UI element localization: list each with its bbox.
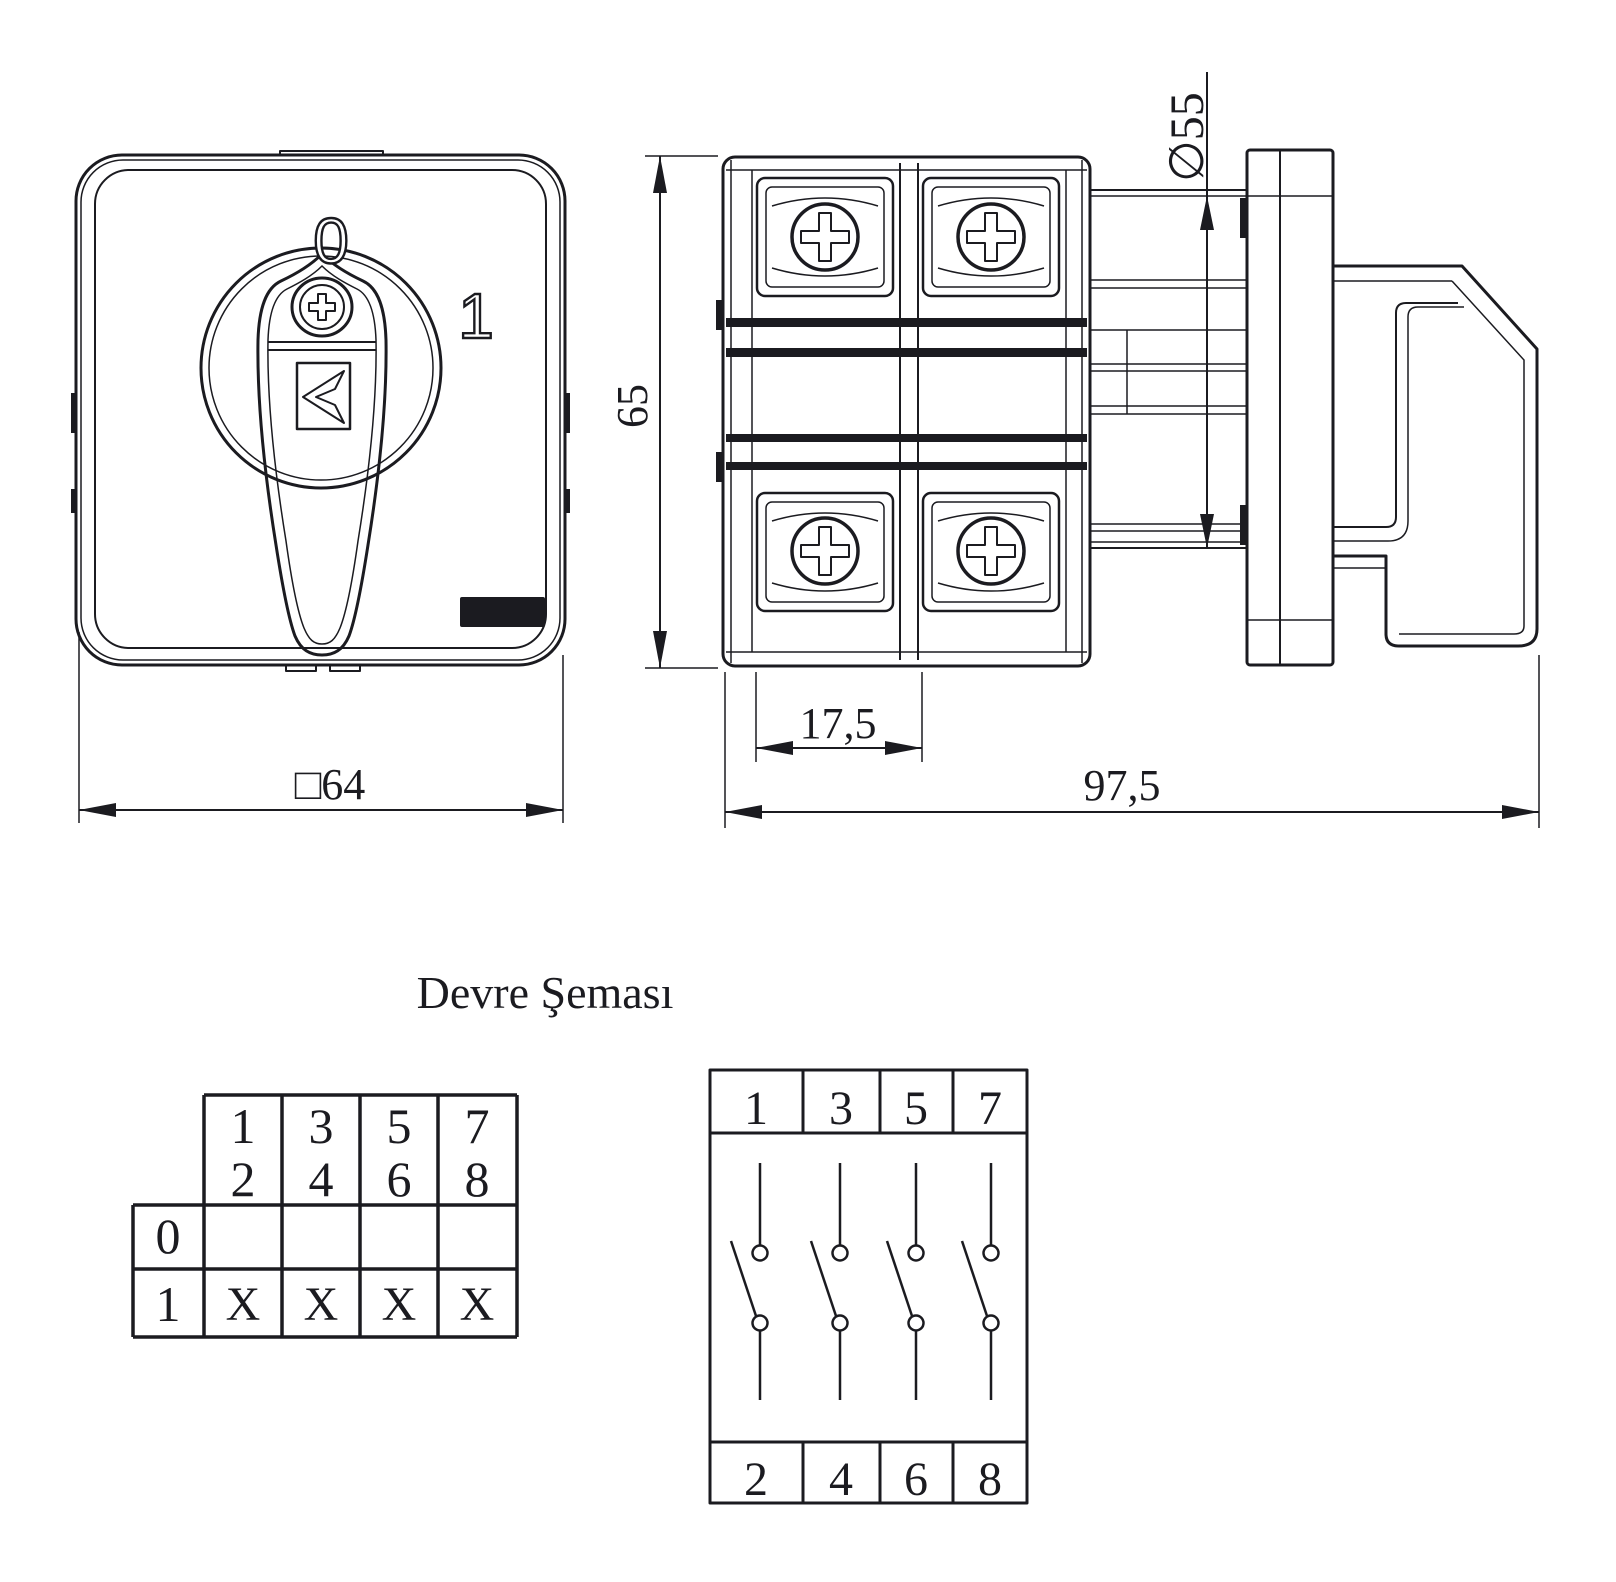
row-position-label: 0	[155, 1208, 181, 1264]
handle-side-view	[1333, 266, 1537, 646]
brand-mark	[460, 597, 545, 627]
truth-mark: X	[459, 1278, 495, 1331]
arrowhead-icon	[526, 803, 563, 817]
truth-table	[133, 1095, 517, 1337]
pitch-dim-label: 17,5	[799, 699, 877, 748]
contact-pair-bottom: 8	[464, 1151, 490, 1207]
arrowhead-icon	[1502, 805, 1539, 819]
contact-pair-top: 3	[308, 1098, 334, 1154]
arrowhead-icon	[1200, 196, 1214, 230]
terminal-label-top: 3	[829, 1082, 853, 1135]
switch-contact-symbol	[811, 1163, 848, 1400]
truth-mark: X	[381, 1278, 417, 1331]
switch-contact-symbol	[962, 1163, 999, 1400]
depth-dim-label: 97,5	[1083, 761, 1161, 810]
phillips-icon	[309, 294, 335, 320]
contact-pair-bottom: 2	[230, 1151, 256, 1207]
arrowhead-icon	[885, 741, 922, 755]
switch-contact-symbol	[887, 1163, 924, 1400]
position-label-0: 0	[313, 205, 349, 277]
phillips-icon	[967, 527, 1015, 575]
contact-diagram	[710, 1070, 1027, 1506]
terminal-label-bottom: 2	[744, 1453, 768, 1506]
phillips-icon	[801, 527, 849, 575]
truth-mark: X	[303, 1278, 339, 1331]
body-outline	[723, 157, 1090, 666]
dimension-height	[608, 156, 718, 668]
arrowhead-icon	[725, 805, 762, 819]
arrowhead-icon	[653, 156, 667, 193]
arrowhead-icon	[653, 631, 667, 668]
terminal-label-top: 5	[904, 1082, 928, 1135]
dimension-diameter	[1161, 72, 1214, 548]
front-view	[71, 151, 570, 671]
switch-contact-symbol	[731, 1163, 768, 1400]
mounting-flange	[1247, 150, 1333, 665]
center-divider	[900, 163, 918, 660]
arrowhead-icon	[79, 803, 116, 817]
terminal-screw	[792, 204, 858, 270]
terminal-screw	[958, 518, 1024, 584]
shaft-cylinder	[1090, 190, 1247, 548]
truth-mark: X	[225, 1278, 261, 1331]
side-view-body	[716, 157, 1090, 666]
terminal-label-top: 7	[978, 1082, 1002, 1135]
dimension-pitch	[756, 672, 922, 762]
width-dim-label: □64	[294, 760, 366, 809]
terminal-label-bottom: 8	[978, 1453, 1002, 1506]
position-label-1: 1	[458, 280, 494, 352]
arrowhead-icon	[756, 741, 793, 755]
diameter-dim-label: ∅55	[1161, 92, 1214, 182]
phillips-icon	[967, 213, 1015, 261]
terminal-label-top: 1	[744, 1082, 768, 1135]
height-dim-label: 65	[608, 384, 657, 428]
phillips-icon	[801, 213, 849, 261]
contact-pair-bottom: 4	[308, 1151, 334, 1207]
terminal-label-bottom: 6	[904, 1453, 928, 1506]
knob-ring-outer	[201, 248, 441, 488]
handle-channel	[1333, 303, 1458, 527]
knob-handle	[258, 254, 386, 655]
contact-pair-top: 7	[464, 1098, 490, 1154]
diagram-title: Devre Şeması	[416, 967, 674, 1018]
handle-screw	[292, 278, 352, 336]
terminal-label-bottom: 4	[829, 1453, 853, 1506]
contact-pair-bottom: 6	[386, 1151, 412, 1207]
contact-pair-top: 1	[230, 1098, 256, 1154]
terminal-screw	[792, 518, 858, 584]
terminal-screw	[958, 204, 1024, 270]
row-position-label: 1	[155, 1276, 181, 1332]
handle-logo-box	[297, 363, 350, 429]
knob-ring-inner	[209, 256, 433, 480]
brand-arrow-icon	[303, 371, 344, 423]
contact-pair-top: 5	[386, 1098, 412, 1154]
handle-crossbar	[268, 342, 376, 350]
